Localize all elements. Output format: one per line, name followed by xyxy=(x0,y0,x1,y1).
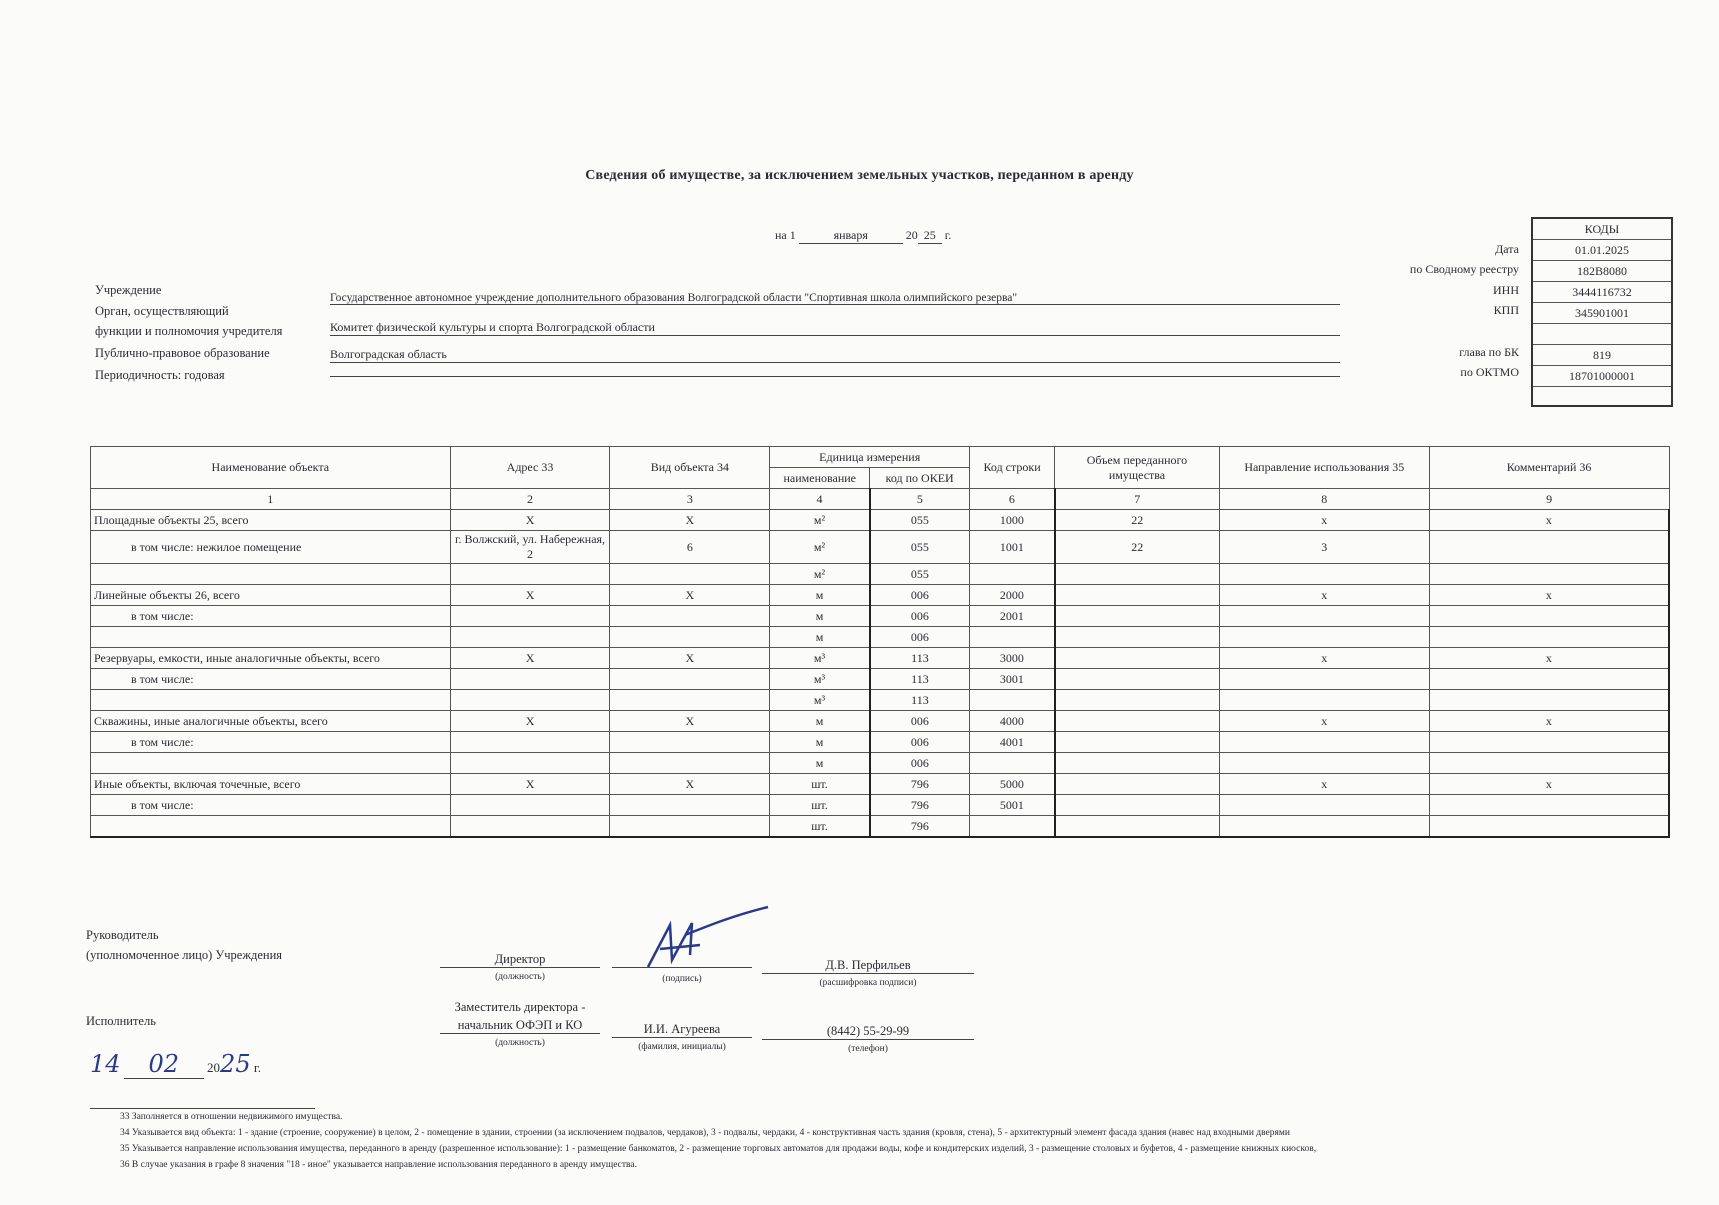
cell-name: в том числе: xyxy=(91,669,451,690)
cell-okei: 055 xyxy=(870,510,970,531)
date-prefix: на 1 xyxy=(775,228,796,242)
code-label-inn: ИНН xyxy=(1493,283,1519,297)
col-number: 1 xyxy=(91,489,451,510)
public-entity-underline xyxy=(330,362,1340,377)
executor-name: И.И. Агуреева xyxy=(612,1022,752,1038)
institution-label: Учреждение xyxy=(95,283,162,297)
cell-direction: x xyxy=(1219,711,1429,732)
code-label-oktmo: по ОКТМО xyxy=(1460,365,1519,379)
cell-comment xyxy=(1429,669,1669,690)
cell-direction xyxy=(1219,732,1429,753)
cell-comment xyxy=(1429,732,1669,753)
cell-volume xyxy=(1055,732,1220,753)
cell-direction: x xyxy=(1219,585,1429,606)
cell-okei: 796 xyxy=(870,816,970,838)
footnote-34: 34 Указывается вид объекта: 1 - здание (строение, сооружение) в целом, 2 - помещение в здании, строении (за исключением подвалов, чердаков), 3 - подвалы, чердаки, 4 - конструктивная часть здания (кровля, стена), 5 - архитектурный элемент фасада здания (навес над входными дверями xyxy=(120,1128,1290,1138)
cell-volume xyxy=(1055,711,1220,732)
code-label-bk: глава по БК xyxy=(1459,345,1519,359)
cell-code xyxy=(970,627,1055,648)
head-position: Директор xyxy=(440,952,600,968)
public-entity-label: Публично-правовое образование xyxy=(95,346,270,360)
cell-code xyxy=(970,564,1055,585)
cell-kind xyxy=(610,606,770,627)
head-position-caption: (должность) xyxy=(495,972,545,982)
cell-volume xyxy=(1055,627,1220,648)
cell-code: 3001 xyxy=(970,669,1055,690)
property-table xyxy=(90,446,1670,838)
cell-code: 4000 xyxy=(970,711,1055,732)
table-row xyxy=(91,585,1670,606)
cell-code: 3000 xyxy=(970,648,1055,669)
cell-address xyxy=(450,606,610,627)
cell-code xyxy=(970,753,1055,774)
cell-code xyxy=(970,690,1055,711)
col-number: 7 xyxy=(1055,489,1220,510)
cell-kind: X xyxy=(610,585,770,606)
cell-direction xyxy=(1219,690,1429,711)
date-year: 25 xyxy=(918,228,942,244)
cell-address xyxy=(450,564,610,585)
cell-kind xyxy=(610,627,770,648)
header-unit-name: наименование xyxy=(770,468,870,489)
cell-comment xyxy=(1429,816,1669,838)
cell-kind: X xyxy=(610,510,770,531)
cell-code: 5001 xyxy=(970,795,1055,816)
codes-header: КОДЫ xyxy=(1533,219,1671,240)
head-name: Д.В. Перфильев xyxy=(762,958,974,974)
institution-value: Государственное автономное учреждение дополнительного образования Волгоградской области "Спортивная школа олимпийского резерва" xyxy=(330,292,1340,305)
cell-okei: 006 xyxy=(870,627,970,648)
cell-name: Резервуары, емкости, иные аналогичные объекты, всего xyxy=(91,648,451,669)
executor-date-year-prefix: 20 xyxy=(207,1060,221,1075)
cell-direction xyxy=(1219,606,1429,627)
handwritten-signature xyxy=(640,905,770,975)
cell-name: в том числе: xyxy=(91,732,451,753)
table-row xyxy=(91,753,1670,774)
cell-volume xyxy=(1055,816,1220,838)
cell-address xyxy=(450,795,610,816)
cell-unit: м³ xyxy=(770,690,870,711)
cell-comment xyxy=(1429,564,1669,585)
header-unit-code: код по ОКЕИ xyxy=(870,468,970,489)
code-bk: 819 xyxy=(1533,345,1671,366)
executor-date-month: 02 xyxy=(124,1050,204,1079)
cell-kind xyxy=(610,564,770,585)
col-number: 9 xyxy=(1429,489,1669,510)
cell-comment xyxy=(1429,795,1669,816)
cell-address: X xyxy=(450,711,610,732)
cell-unit: м³ xyxy=(770,648,870,669)
cell-direction: 3 xyxy=(1219,531,1429,564)
cell-comment: x xyxy=(1429,711,1669,732)
cell-okei: 006 xyxy=(870,711,970,732)
cell-address: X xyxy=(450,510,610,531)
cell-comment: x xyxy=(1429,648,1669,669)
cell-name xyxy=(91,690,451,711)
cell-address xyxy=(450,627,610,648)
authority-label-1: Орган, осуществляющий xyxy=(95,304,229,318)
table-row xyxy=(91,510,1670,531)
executor-label: Исполнитель xyxy=(86,1014,156,1028)
head-signature-caption: (подпись) xyxy=(662,974,702,984)
code-date: 01.01.2025 xyxy=(1533,240,1671,261)
cell-direction xyxy=(1219,564,1429,585)
cell-unit: м xyxy=(770,711,870,732)
col-number: 8 xyxy=(1219,489,1429,510)
cell-direction: x xyxy=(1219,510,1429,531)
cell-volume: 22 xyxy=(1055,531,1220,564)
cell-okei: 006 xyxy=(870,732,970,753)
cell-code: 2001 xyxy=(970,606,1055,627)
cell-okei: 055 xyxy=(870,531,970,564)
code-oktmo: 18701000001 xyxy=(1533,366,1671,387)
table-row xyxy=(91,669,1670,690)
cell-kind xyxy=(610,669,770,690)
cell-okei: 113 xyxy=(870,690,970,711)
cell-kind: 6 xyxy=(610,531,770,564)
report-date xyxy=(775,228,951,244)
cell-unit: м² xyxy=(770,510,870,531)
cell-unit: м xyxy=(770,585,870,606)
code-label-date: Дата xyxy=(1495,242,1519,256)
cell-volume xyxy=(1055,648,1220,669)
executor-position-2: начальник ОФЭП и КО xyxy=(440,1018,600,1034)
cell-unit: м xyxy=(770,606,870,627)
footnote-35: 35 Указывается направление использования имущества, переданного в аренду (разрешенное использование): 1 - размещение банкоматов, 2 - размещение торговых автоматов для продажи воды, кофе и кондитерских изделий, 3 - размещение столовых и буфетов, 4 - размещение книжных киосков, xyxy=(120,1144,1317,1154)
cell-name xyxy=(91,753,451,774)
header-unit-group: Единица измерения xyxy=(770,447,970,468)
cell-unit: м xyxy=(770,732,870,753)
executor-position-1: Заместитель директора - xyxy=(454,1000,586,1014)
col-number: 3 xyxy=(610,489,770,510)
cell-comment: x xyxy=(1429,585,1669,606)
cell-volume xyxy=(1055,753,1220,774)
cell-direction: x xyxy=(1219,648,1429,669)
codes-box xyxy=(1531,217,1673,407)
table-row xyxy=(91,690,1670,711)
cell-address: X xyxy=(450,774,610,795)
head-name-caption: (расшифровка подписи) xyxy=(819,978,917,988)
cell-volume: 22 xyxy=(1055,510,1220,531)
header-row-code: Код строки xyxy=(970,447,1055,489)
cell-code xyxy=(970,816,1055,838)
header-kind: Вид объекта 34 xyxy=(610,447,770,489)
cell-okei: 055 xyxy=(870,564,970,585)
cell-okei: 113 xyxy=(870,648,970,669)
cell-volume xyxy=(1055,795,1220,816)
code-inn: 3444116732 xyxy=(1533,282,1671,303)
cell-direction xyxy=(1219,795,1429,816)
cell-address xyxy=(450,669,610,690)
cell-code: 4001 xyxy=(970,732,1055,753)
table-row xyxy=(91,606,1670,627)
executor-date-day: 14 xyxy=(90,1050,121,1078)
cell-name: в том числе: xyxy=(91,606,451,627)
cell-address: X xyxy=(450,585,610,606)
cell-direction: x xyxy=(1219,774,1429,795)
cell-name: Площадные объекты 25, всего xyxy=(91,510,451,531)
table-row xyxy=(91,564,1670,585)
cell-volume xyxy=(1055,606,1220,627)
cell-direction xyxy=(1219,816,1429,838)
cell-code: 1000 xyxy=(970,510,1055,531)
cell-volume xyxy=(1055,585,1220,606)
cell-okei: 796 xyxy=(870,795,970,816)
cell-direction xyxy=(1219,753,1429,774)
periodicity-label: Периодичность: годовая xyxy=(95,368,225,382)
cell-comment: x xyxy=(1429,774,1669,795)
cell-name: Скважины, иные аналогичные объекты, всего xyxy=(91,711,451,732)
cell-comment xyxy=(1429,606,1669,627)
cell-unit: м xyxy=(770,627,870,648)
header-name: Наименование объекта xyxy=(91,447,451,489)
cell-kind xyxy=(610,816,770,838)
cell-code: 1001 xyxy=(970,531,1055,564)
cell-okei: 006 xyxy=(870,606,970,627)
cell-okei: 796 xyxy=(870,774,970,795)
cell-kind: X xyxy=(610,648,770,669)
cell-address xyxy=(450,816,610,838)
cell-address: X xyxy=(450,648,610,669)
cell-kind xyxy=(610,732,770,753)
executor-date xyxy=(90,1050,261,1079)
table-row xyxy=(91,774,1670,795)
executor-date-suffix: г. xyxy=(253,1060,261,1075)
date-suffix: г. xyxy=(944,228,952,242)
cell-unit: шт. xyxy=(770,816,870,838)
cell-kind: X xyxy=(610,774,770,795)
authority-label-2: функции и полномочия учредителя xyxy=(95,324,283,338)
footnote-33: 33 Заполняется в отношении недвижимого имущества. xyxy=(120,1112,343,1122)
cell-name xyxy=(91,564,451,585)
col-number: 5 xyxy=(870,489,970,510)
table-row xyxy=(91,816,1670,838)
document-title: Сведения об имуществе, за исключением земельных участков, переданном в аренду xyxy=(585,168,1134,183)
cell-name xyxy=(91,816,451,838)
cell-unit: шт. xyxy=(770,795,870,816)
col-number: 4 xyxy=(770,489,870,510)
cell-name: в том числе: нежилое помещение xyxy=(91,531,451,564)
cell-comment xyxy=(1429,531,1669,564)
cell-address xyxy=(450,753,610,774)
table-row xyxy=(91,732,1670,753)
date-month: января xyxy=(799,228,903,244)
cell-kind: X xyxy=(610,711,770,732)
cell-unit: м³ xyxy=(770,669,870,690)
authority-value: Комитет физической культуры и спорта Волгоградской области xyxy=(330,320,1340,336)
cell-comment: x xyxy=(1429,510,1669,531)
cell-unit: шт. xyxy=(770,774,870,795)
cell-code: 5000 xyxy=(970,774,1055,795)
col-number: 2 xyxy=(450,489,610,510)
col-number: 6 xyxy=(970,489,1055,510)
cell-unit: м xyxy=(770,753,870,774)
cell-unit: м² xyxy=(770,531,870,564)
cell-address xyxy=(450,732,610,753)
cell-unit: м² xyxy=(770,564,870,585)
table-row xyxy=(91,795,1670,816)
table-row xyxy=(91,627,1670,648)
table-row xyxy=(91,531,1670,564)
table-row xyxy=(91,648,1670,669)
code-label-registry: по Сводному реестру xyxy=(1409,262,1519,276)
cell-direction xyxy=(1219,669,1429,690)
cell-comment xyxy=(1429,753,1669,774)
cell-volume xyxy=(1055,669,1220,690)
executor-position-caption: (должность) xyxy=(495,1038,545,1048)
cell-address xyxy=(450,690,610,711)
code-registry: 182В8080 xyxy=(1533,261,1671,282)
code-label-kpp: КПП xyxy=(1493,303,1519,317)
cell-name: Иные объекты, включая точечные, всего xyxy=(91,774,451,795)
cell-okei: 006 xyxy=(870,753,970,774)
cell-okei: 113 xyxy=(870,669,970,690)
header-direction: Направление использования 35 xyxy=(1219,447,1429,489)
cell-kind xyxy=(610,690,770,711)
head-label-2: (уполномоченное лицо) Учреждения xyxy=(86,948,283,962)
public-entity-value: Волгоградская область xyxy=(330,347,1340,363)
cell-kind xyxy=(610,753,770,774)
header-address: Адрес 33 xyxy=(450,447,610,489)
cell-comment xyxy=(1429,690,1669,711)
cell-okei: 006 xyxy=(870,585,970,606)
cell-comment xyxy=(1429,627,1669,648)
header-volume: Объем переданного имущества xyxy=(1055,447,1220,489)
executor-phone: (8442) 55-29-99 xyxy=(762,1024,974,1040)
cell-name: в том числе: xyxy=(91,795,451,816)
header-comment: Комментарий 36 xyxy=(1429,447,1669,489)
head-label-1: Руководитель xyxy=(86,928,159,942)
cell-volume xyxy=(1055,564,1220,585)
executor-date-year: 25 xyxy=(220,1050,251,1078)
cell-address: г. Волжский, ул. Набережная, 2 xyxy=(450,531,610,564)
footnote-rule xyxy=(90,1108,315,1109)
table-row xyxy=(91,711,1670,732)
code-empty xyxy=(1533,324,1671,345)
executor-name-caption: (фамилия, инициалы) xyxy=(638,1042,726,1052)
cell-direction xyxy=(1219,627,1429,648)
cell-name xyxy=(91,627,451,648)
date-year-prefix: 20 xyxy=(905,228,918,242)
cell-code: 2000 xyxy=(970,585,1055,606)
footnote-36: 36 В случае указания в графе 8 значения "18 - иное" указывается направление использования переданного в аренду имущества. xyxy=(120,1160,638,1170)
cell-kind xyxy=(610,795,770,816)
executor-phone-caption: (телефон) xyxy=(848,1044,888,1054)
cell-name: Линейные объекты 26, всего xyxy=(91,585,451,606)
cell-volume xyxy=(1055,690,1220,711)
cell-volume xyxy=(1055,774,1220,795)
code-empty-last xyxy=(1533,387,1671,407)
code-kpp: 345901001 xyxy=(1533,303,1671,324)
